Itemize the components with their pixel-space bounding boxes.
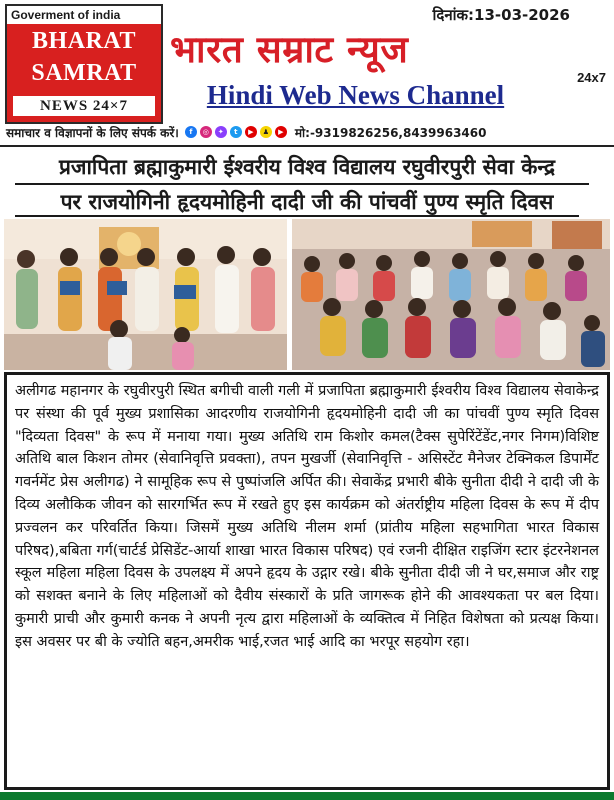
contact-phone: मो:-9319826256,8439963460 bbox=[294, 125, 487, 140]
facebook-icon[interactable]: f bbox=[185, 126, 197, 138]
messenger-icon[interactable]: ✦ bbox=[215, 126, 227, 138]
twitter-icon[interactable]: t bbox=[230, 126, 242, 138]
headline-underline-2 bbox=[15, 215, 579, 217]
issue-date: दिनांक:13-03-2026 bbox=[432, 6, 570, 24]
masthead bbox=[0, 0, 614, 143]
youtube-icon[interactable]: ▶ bbox=[245, 126, 257, 138]
channel-tagline: Hindi Web News Channel bbox=[206, 80, 505, 110]
headline-line-1: प्रजापिता ब्रह्माकुमारी ईश्वरीय विश्व विद्यालय रघुवीरपुरी सेवा केन्द्र bbox=[58, 155, 556, 179]
logo-word-samrat: SAMRAT bbox=[31, 60, 137, 86]
headline-underline-1 bbox=[15, 183, 589, 185]
headline-line-2: पर राजयोगिनी हृदयमोहिनी दादी जी की पांचवीं पुण्य स्मृति दिवस bbox=[60, 190, 554, 214]
article-body bbox=[4, 372, 610, 790]
article-text: अलीगढ महानगर के रघुवीरपुरी स्थित बगीची वाली गली में प्रजापिता ब्रह्माकुमारी ईश्वरीय विश्व विद्यालय सेवाकेन्द्र पर संस्था की पूर्व मुख्य प्रशासिका आदरणीय राजयोगिनी हृदयमोहिनी दादी जी का पांचवीं पुण्य स्मृति दिवस "दिव्यता दिवस" के रूप में मनाया गया। मुख्य अतिथि राम किशोर कमल(टैक्स सुपेरिंटेंडेंट,नगर निगम)विशिष्ट अतिथि बाल किशन तोमर (सेवानिवृत्ति प्रवक्ता), तपन मुखर्जी (सेवानिवृत्ति - असिस्टेंट मैनेजर टेक्निकल डिपार्मेंट गवर्नमेंट प्रेस अलीगढ) ने सामूहिक रूप से पुष्पांजलि अर्पित की। सेवाकेंद्र प्रभारी बीके सुनीता दीदी ने दादी जी के दिव्य अलौकिक जीवन को सारगर्भित रूप में रखते हुए इस कार्यक्रम को अंतर्राष्ट्रीय महिला दिवस के रूप में दीप प्रज्वलन कर परिवर्तित किया। जिसमें मुख्य अतिथि नीलम शर्मा (प्रांतीय महिला सहभागिता भारत विकास परिषद),बबिता गर्ग(चार्टर्ड प्रेसिडेंट-आर्या शाखा भारत विकास परिषद) एवं रजनी दीक्षित राइजिंग स्टार इंटरनेशनल स्कूल महिला महिला दिवस के उपलक्ष्य में अपने हृदय के उद्गार रखे। बीके सुनीता दीदी जी ने घर,समाज और राष्ट्र को सशक्त बनाने के लिए महिलाओं को दैवीय संस्कारों के प्रति जागरूक होने की आवश्यकता पर बल दिया। कुमारी प्राची और कुमारी कनक ने अपनी नृत्य द्वारा महिलाओं के व्यक्तित्व में निहित विशेषता को प्रत्यक्ष किया। इस अवसर पर बी के ज्योति बहन,अमरीक भाई,रजत भाई आदि का भरपूर सहयोग रहा। bbox=[15, 383, 599, 650]
logo-government-text: Goverment of india bbox=[7, 6, 161, 24]
instagram-icon[interactable]: ◎ bbox=[200, 126, 212, 138]
logo-news-line: NEWS 24×7 bbox=[13, 96, 155, 116]
contact-row bbox=[6, 123, 608, 141]
footer-strip bbox=[0, 792, 614, 800]
brand-suffix: 24x7 bbox=[577, 70, 606, 85]
headline-top-rule bbox=[0, 145, 614, 147]
headline bbox=[4, 150, 610, 220]
youtube-shorts-icon[interactable]: ▶ bbox=[275, 126, 287, 138]
social-icons bbox=[185, 126, 287, 138]
contact-label: समाचार व विज्ञापनों के लिए संपर्क करें। bbox=[6, 125, 179, 140]
channel-logo bbox=[5, 4, 163, 124]
brand-title: भारत सम्राट न्यूज bbox=[170, 28, 409, 71]
event-photo-audience bbox=[292, 219, 610, 370]
logo-word-bharat: BHARAT bbox=[32, 28, 136, 54]
snapchat-icon[interactable]: ♟ bbox=[260, 126, 272, 138]
event-photo-felicitation bbox=[4, 219, 287, 370]
